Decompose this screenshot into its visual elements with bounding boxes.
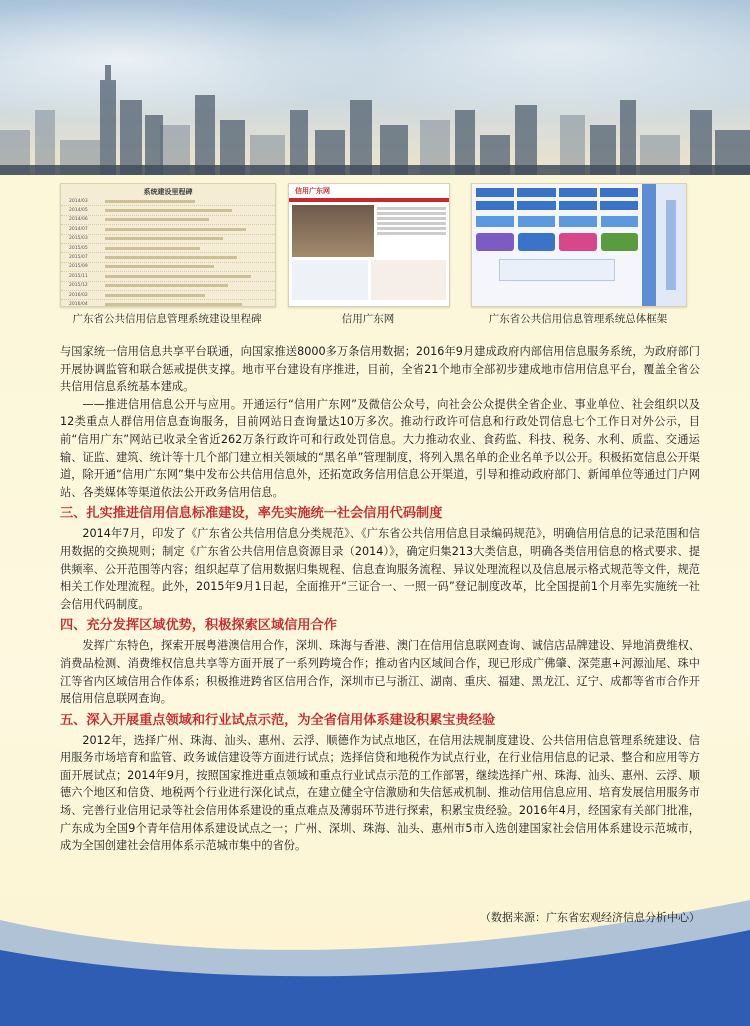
paragraph-section-4: 发挥广东特色，探索开展粤港澳信用合作，深圳、珠海与香港、澳门在信用信息联网查询、诚信店品牌建设、异地消费维权、消费品检测、消费维权信息共享等方面开展了一系列跨境合作；推动省内区域间合作，现已形成广佛肇、深莞惠+河源汕尾、珠中江等省内区域信用合作体系；积极推进跨省区信用合作，深圳市已与浙江、湖南、重庆、福建、黑龙江、辽宁、成都等省市合作开展信用信息联网查询。 [60, 639, 700, 706]
section-heading-4: 四、充分发挥区域优势，积极探索区域信用合作 [60, 618, 337, 634]
website-logo-text: 信用广东网 [295, 187, 330, 195]
milestone-row [61, 244, 275, 253]
milestone-date: 2014/03 [69, 198, 88, 204]
milestone-row [61, 282, 275, 291]
milestone-date: 2015/03 [69, 236, 88, 242]
framework-diagram-image [471, 183, 687, 307]
paragraph-intro: 与国家统一信用信息共享平台联通，向国家推送8000多万条信用数据；2016年9月建成政府内部信用信息服务系统，为政府部门开展协调监管和联合惩戒提供支撑。地市平台建设有序推进，目前，全省21个地市全部初步建成地市信用信息平台，覆盖全省公共信用信息系统基本建成。 [60, 345, 700, 394]
milestone-date: 2015/05 [69, 245, 88, 251]
milestone-date: 2014/06 [69, 217, 88, 223]
milestone-date: 2014/05 [69, 208, 88, 214]
milestone-row [61, 216, 275, 225]
website-screenshot-image [288, 183, 450, 307]
milestone-row [61, 235, 275, 244]
milestone-date: 2016/02 [69, 292, 88, 298]
milestone-row [61, 291, 275, 300]
milestone-date: 2016/04 [69, 301, 88, 307]
blue-wave-decoration [0, 880, 750, 1026]
caption-milestone: 广东省公共信用信息管理系统建设里程碑 [72, 313, 262, 325]
milestone-date: 2015/07 [69, 255, 88, 261]
milestone-row [61, 197, 275, 206]
data-source-note: （数据来源：广东省宏观经济信息分析中心） [480, 911, 700, 924]
milestone-date: 2015/11 [69, 273, 88, 279]
paragraph-section-3: 2014年7月，印发了《广东省公共信用信息分类规范》、《广东省公共信用信息目录编码规范》，明确信用信息的记录范围和信用数据的交换规则；制定《广东省公共信用信息资源目录（2014）》，确定归集213大类信息，明确各类信用信息的格式要求、提供频率、公开范围等内容；组织起草了信用数据归集规程、信息查询服务流程、异议处理流程以及信息展示格式规范等文件，规范相关工作处理流程。此外，2015年9月1日起，全面推开“三证合一、一照一码”登记制度改革，比全国提前1个月率先实施统一社会信用代码制度。 [60, 527, 700, 611]
caption-framework: 广东省公共信用信息管理系统总体框架 [488, 313, 668, 325]
milestone-table-title: 系统建设里程碑 [143, 188, 193, 196]
milestone-date: 2015/09 [69, 264, 88, 270]
image-strip [0, 183, 750, 333]
section-heading-5: 五、深入开展重点领域和行业试点示范，为全省信用体系建设积累宝贵经验 [60, 712, 496, 728]
paragraph-info-disclosure: ——推进信用信息公开与应用。开通运行“信用广东网”及微信公众号，向社会公众提供全省企业、事业单位、社会组织以及12类重点人群信用信息查询服务，目前网站日查询量达10万多次。推动行政许可信息和行政处罚信息七个工作日对外公示，目前“信用广东”网站已收录全省近262万条行政许可和行政处罚信息。大力推动农业、食药监、科技、税务、水利、质监、交通运输、证监、建筑、统计等十几个部门建立相关领域的“黑名单”管理制度，将列入黑名单的企业名单予以公开。积极拓宽信息公开渠道，除开通“信用广东网”集中发布公共信用信息外，还拓宽政务信用信息公开渠道，引导和推动政府部门、新闻单位等通过门户网站、各类媒体等渠道依法公开政务信用信息。 [60, 397, 700, 499]
section-heading-3: 三、扎实推进信用信息标准建设，率先实施统一社会信用代码制度 [60, 506, 443, 522]
paragraph-section-5: 2012年，选择广州、珠海、汕头、惠州、云浮、顺德作为试点地区，在信用法规制度建设、公共信用信息管理系统建设、信用服务市场培育和监管、政务诚信建设等方面进行试点；选择信贷和地税作为试点行业，在行业信用信息的记录、整合和应用等方面开展试点；2014年9月，按照国家推进重点领域和重点行业试点示范的工作部署，继续选择广州、珠海、汕头、惠州、云浮、顺德六个地区和信贷、地税两个行业进行深化试点，在建立健全守信激励和失信惩戒机制、推动信用信息应用、培育发展信用服务市场、完善行业信用记录等社会信用体系建设的重点难点及薄弱环节进行探索，积累宝贵经验。2016年4月，经国家有关部门批准，广东成为全国9个青年信用体系建设试点之一；广州、深圳、珠海、汕头、惠州市5市入选创建国家社会信用体系建设示范城市，成为全国创建社会信用体系示范城市集中的省份。 [60, 733, 700, 853]
milestone-row [61, 272, 275, 281]
milestone-rows [61, 197, 275, 307]
milestone-row [61, 263, 275, 272]
milestone-row [61, 206, 275, 215]
meeting-photo [292, 205, 374, 257]
milestone-table-image [60, 183, 276, 307]
milestone-date: 2014/07 [69, 226, 88, 232]
milestone-row [61, 253, 275, 262]
milestone-row [61, 225, 275, 234]
caption-website: 信用广东网 [341, 313, 395, 325]
milestone-date: 2015/12 [69, 283, 88, 289]
milestone-row [61, 300, 275, 307]
article-body [60, 343, 700, 855]
